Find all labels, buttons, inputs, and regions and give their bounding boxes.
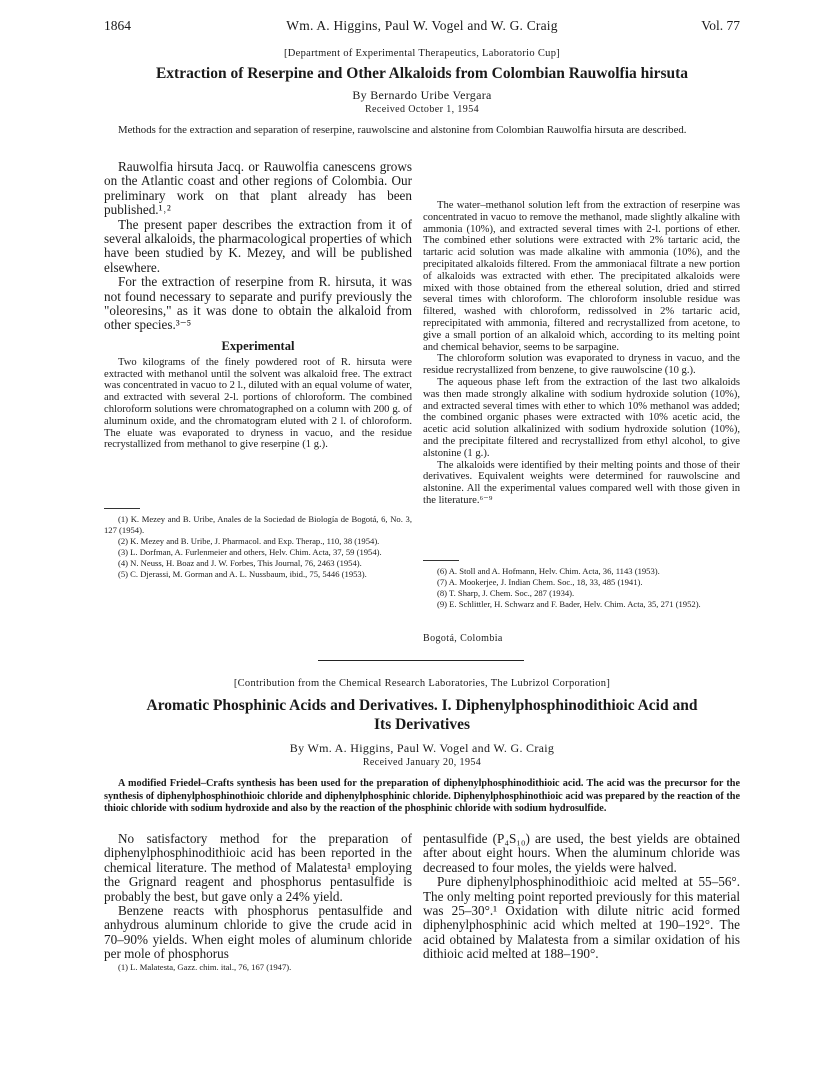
article1-place: Bogotá, Colombia (423, 633, 503, 644)
article1-department: [Department of Experimental Therapeutics, Laboratorio Cup] (283, 48, 561, 59)
article2-left-column (104, 832, 412, 962)
volume-label: Vol. 77 (701, 18, 740, 33)
article1-received: Received October 1, 1954 (364, 104, 479, 115)
article1-left-column (104, 160, 412, 451)
article2-right-column (423, 832, 740, 962)
article2-contribution: [Contribution from the Chemical Research Laboratories, The Lubrizol Corporation] (233, 678, 611, 689)
footnote: (2) K. Mezey and B. Uribe, J. Pharmacol. and Exp. Therap., 110, 38 (1954). (118, 536, 380, 546)
footnote: (7) A. Mookerjee, J. Indian Chem. Soc., 18, 33, 485 (1941). (437, 577, 643, 587)
article2-left-para: No satisfactory method for the preparation of diphenylphosphinodithioic acid has been reported in the chemical literature. The method of Malatesta¹ employing the Grignard reagent and phosphorus pentasulfide is probably the best, but gave only a 24% yield. (104, 831, 412, 904)
article1-intro-para: For the extraction of reserpine from R. hirsuta, it was not found necessary to separate and purify previously the "oleoresins," as it was done to obtain the alkaloid from other species.³⁻⁵ (104, 274, 412, 333)
running-head-authors: Wm. A. Higgins, Paul W. Vogel and W. G. Craig (286, 18, 558, 33)
article1-intro-para: Rauwolfia hirsuta Jacq. or Rauwolfia canescens grows on the Atlantic coast and other regions of Colombia. Our preliminary work on that plant already has been published.¹˒² (104, 159, 412, 218)
footnote: (4) N. Neuss, H. Boaz and J. W. Forbes, This Journal, 76, 2463 (1954). (118, 558, 362, 568)
page-number: 1864 (104, 18, 131, 33)
article2-left-para: Benzene reacts with phosphorus pentasulfide and anhydrous aluminum chloride to give the crude acid in 70–90% yields. When eight moles of aluminum chloride per mole of phosphorus (104, 903, 412, 962)
footnote: (5) C. Djerassi, M. Gorman and A. L. Nussbaum, ibid., 75, 5446 (1953). (118, 569, 367, 579)
footnote: (6) A. Stoll and A. Hofmann, Helv. Chim. Acta, 36, 1143 (1953). (437, 566, 660, 576)
article-separator (318, 660, 524, 661)
footnote: (9) E. Schlittler, H. Schwarz and F. Bader, Helv. Chim. Acta, 35, 271 (1952). (437, 599, 701, 609)
article1-footnotes-right (423, 566, 740, 610)
article1-right-para: The water–methanol solution left from the extraction of reserpine was concentrated in vacuo to remove the methanol, made slightly alkaline with ammonia (10%), and extracted several times with 2-l. portions of ether. The combined ether solutions were extracted with 2% tartaric acid, the tartaric acid solution was made alkaline with ammonia (10%), and the precipitated alkaloids filtered. From the ammoniacal filtrate a new portion of alkaloids was extracted with ether. The precipitated alkaloids were mixed with those obtained from the ethereal solution, dried and stirred several times with chloroform. The chloroform insoluble residue was filtered, washed with chloroform, redissolved in 2% tartaric acid, reprecipitated with ammonia, filtered and recrystallized from acetone, to give a small portion of an alkaloid which, according to its melting point and chemical behavior, seems to be sarpagine. (423, 200, 740, 353)
article2-title-line2: Its Derivatives (374, 716, 470, 733)
article2-title (104, 696, 740, 734)
experimental-heading: Experimental (221, 338, 295, 353)
article2-byline: By Wm. A. Higgins, Paul W. Vogel and W. G. Craig (289, 741, 555, 755)
footnote: (1) K. Mezey and B. Uribe, Anales de la Sociedad de Biología de Bogotá, 6, No. 3, 127 (1954). (104, 514, 412, 535)
article2-right-para: pentasulfide (P₄S₁₀) are used, the best yields are obtained after about eight hours. When the aluminum chloride was decreased to four moles, the yields were halved. (423, 831, 740, 875)
article1-right-column (423, 200, 740, 507)
article1-right-para: The chloroform solution was evaporated to dryness in vacuo, and the residue recrystallized from benzene, to give rauwolscine (10 g.). (423, 353, 740, 377)
article1-right-para: The alkaloids were identified by their melting points and those of their derivatives. Equivalent weights were determined for rauwolscine and alstonine. All the experimental values compared well with those given in the literature.⁶⁻⁹ (423, 459, 740, 506)
footnote: (1) L. Malatesta, Gazz. chim. ital., 76, 167 (1947). (118, 962, 292, 972)
article2-title-line1: Aromatic Phosphinic Acids and Derivatives. I. Diphenylphosphinodithioic Acid and (146, 697, 698, 714)
article2-footnote-block (104, 962, 412, 973)
footnote: (3) L. Dorfman, A. Furlenmeier and others, Helv. Chim. Acta, 37, 59 (1954). (118, 547, 382, 557)
article2-right-para: Pure diphenylphosphinodithioic acid melted at 55–56°. The only melting point reported previously for this material was 25–30°.¹ Oxidation with dilute nitric acid formed diphenylphosphinic acid which melted at 190–192°. The acid obtained by Malatesta from a similar oxidation of his dithioic acid melted at 188–190°. (423, 874, 740, 962)
footnote: (8) T. Sharp, J. Chem. Soc., 287 (1934). (437, 588, 575, 598)
article1-abstract: Methods for the extraction and separation of reserpine, rauwolscine and alstonine from Colombian Rauwolfia hirsuta are described. (118, 124, 687, 136)
article1-title: Extraction of Reserpine and Other Alkaloids from Colombian Rauwolfia hirsuta (155, 65, 689, 82)
footnote-rule (104, 508, 140, 509)
article1-intro-para: The present paper describes the extraction from it of several alkaloids, the pharmacological properties of which have been studied by K. Mezey, and will be published elsewhere. (104, 216, 412, 275)
article2-abstract: A modified Friedel–Crafts synthesis has been used for the preparation of diphenylphosphinodithioic acid. The acid was the precursor for the synthesis of diphenylphosphinothioic chloride and diphenylphosphinic chloride. Diphenylphosphinothioic acid was prepared by the reaction of the thioic chloride with sodium hydroxide and also by the reaction of the phosphinic chloride with sodium hydrosulfide. (104, 778, 740, 814)
article1-footnotes-left (104, 514, 412, 580)
article1-byline: By Bernardo Uribe Vergara (352, 88, 492, 102)
article2-received: Received January 20, 1954 (362, 757, 482, 768)
footnote-rule (423, 560, 459, 561)
article1-right-para: The aqueous phase left from the extraction of the last two alkaloids was then made strongly alkaline with sodium hydroxide solution (10%), and extracted several times with ether to which 10% methanol was added; the combined organic phases were extracted with 10% acetic acid, the acetic acid solution alkalinized with sodium hydroxide solution (10%), and the precipitate filtered and recrystallized from ethyl alcohol, to give alstonine (1 g.). (423, 376, 740, 459)
experimental-para: Two kilograms of the finely powdered root of R. hirsuta were extracted with methanol until the solvent was alkaloid free. The extract was concentrated in vacuo to 2 l., diluted with an equal volume of water, and extracted with several 2-l. portions of chloroform. The combined chloroform solutions were chromatographed on a column with 200 g. of aluminum oxide, and the chromatogram eluted with 2 l. of chloroform. The eluate was evaporated to dryness in vacuo, and the residue recrystallized from methanol to give reserpine (1 g.). (104, 356, 412, 451)
